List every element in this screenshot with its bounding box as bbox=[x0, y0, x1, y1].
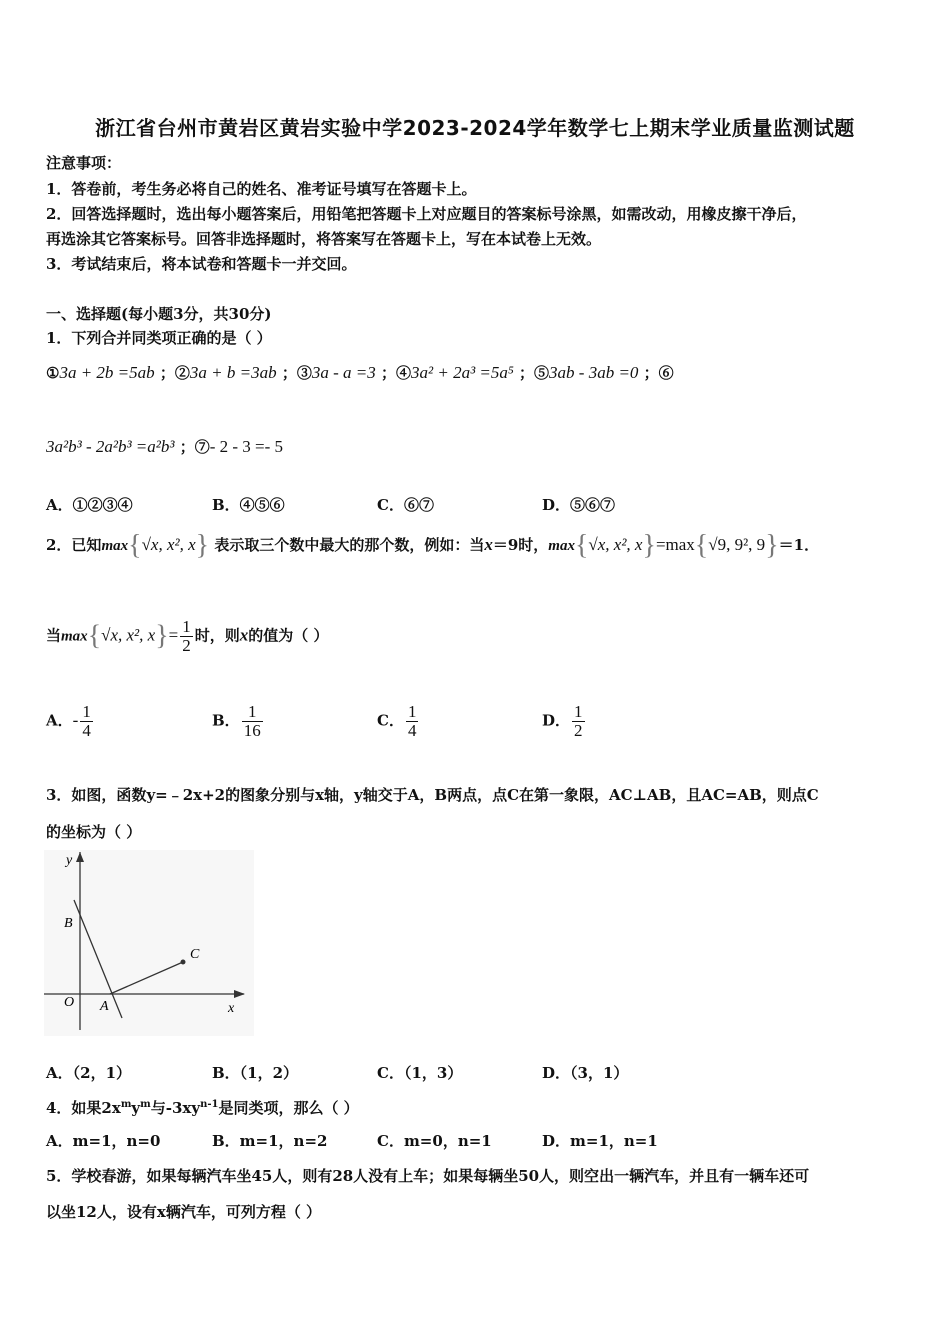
q2-option-d[interactable]: D． $\frac{1}{2}$ bbox=[542, 702, 583, 740]
point-a-label: A bbox=[100, 999, 109, 1014]
notice-item-1: 1．答卷前，考生务必将自己的姓名、准考证号填写在答题卡上。 bbox=[46, 180, 477, 198]
q2-option-c[interactable]: C． $\frac{1}{4}$ bbox=[377, 702, 417, 740]
point-b-label: B bbox=[64, 916, 73, 931]
question-2-condition: 当max{√x, x², x}= $\frac{1}{2}$ 时，则x的值为（ ） bbox=[46, 617, 329, 655]
question-1-items: ①3a + 2b =5ab ；②3a + b =3ab ；③3a - a =3 ；④3a² + 2a³ =5a⁵ ；⑤3ab - 3ab =0 ；⑥ bbox=[46, 363, 674, 382]
question-3-stem-cont: 的坐标为（ ） bbox=[46, 823, 142, 841]
q4-option-c[interactable]: C．m=0，n=1 bbox=[377, 1132, 492, 1150]
q4-option-a[interactable]: A．m=1，n=0 bbox=[46, 1132, 161, 1150]
question-4-stem: 4．如果$2x^my^m$与$-3xy^{n-1}$是同类项，那么（ ） bbox=[46, 1099, 359, 1117]
q2-option-b[interactable]: B． $\frac{1}{16}$ bbox=[212, 702, 261, 740]
question-1-items-cont: 3a²b³ - 2a²b³ =a²b³ ；⑦- 2 - 3 =- 5 bbox=[46, 437, 284, 456]
notice-heading: 注意事项： bbox=[46, 154, 122, 172]
page-title: 浙江省台州市黄岩区黄岩实验中学2023-2024学年数学七上期末学业质量监测试题 bbox=[95, 116, 855, 140]
q1-option-c[interactable]: C．⑥⑦ bbox=[377, 496, 434, 514]
q4-option-d[interactable]: D．m=1，n=1 bbox=[542, 1132, 658, 1150]
notice-item-2-cont: 再选涂其它答案标号。回答非选择题时，将答案写在答题卡上，写在本试卷上无效。 bbox=[46, 230, 602, 248]
question-2-stem: 2．已知max{√x, x², x} 表示取三个数中最大的那个数，例如：当x＝9时，max{√x, x², x}=max{√9, 9², 9}＝1． bbox=[46, 530, 820, 561]
origin-label: O bbox=[64, 995, 75, 1010]
q3-option-d[interactable]: D．（3，1） bbox=[542, 1064, 629, 1082]
q3-option-a[interactable]: A．（2，1） bbox=[46, 1064, 132, 1082]
q3-option-c[interactable]: C．（1，3） bbox=[377, 1064, 463, 1082]
q1-option-d[interactable]: D．⑤⑥⑦ bbox=[542, 496, 616, 514]
q1-option-a[interactable]: A．①②③④ bbox=[46, 496, 133, 514]
point-c-label: C bbox=[190, 947, 200, 962]
q2-option-a[interactable]: A．- $\frac{1}{4}$ bbox=[46, 702, 91, 740]
question-5-stem-cont: 以坐12人，设有x辆汽车，可列方程（ ） bbox=[46, 1203, 322, 1221]
q3-function-graph bbox=[44, 850, 254, 1036]
section-heading: 一、选择题(每小题3分，共30分) bbox=[46, 305, 272, 323]
x-axis-label: x bbox=[228, 1001, 235, 1016]
y-axis-label: y bbox=[66, 853, 73, 868]
notice-item-2: 2．回答选择题时，选出每小题答案后，用铅笔把答题卡上对应题目的答案标号涂黑，如需改动，用橡皮擦干净后， bbox=[46, 205, 807, 223]
q1-option-b[interactable]: B．④⑤⑥ bbox=[212, 496, 285, 514]
graph-background bbox=[44, 850, 254, 1036]
point-c bbox=[181, 960, 186, 965]
q3-option-b[interactable]: B．（1，2） bbox=[212, 1064, 299, 1082]
question-1-stem: 1．下列合并同类项正确的是（ ） bbox=[46, 329, 272, 347]
question-5-stem: 5．学校春游，如果每辆汽车坐45人，则有28人没有上车；如果每辆坐50人，则空出一辆汽车，并且有一辆车还可 bbox=[46, 1167, 810, 1185]
question-3-stem: 3．如图，函数y=﹣2x+2的图象分别与x轴，y轴交于A，B两点，点C在第一象限，AC⊥AB，且AC=AB，则点C bbox=[46, 786, 819, 804]
q4-option-b[interactable]: B．m=1，n=2 bbox=[212, 1132, 328, 1150]
half-fraction: $\frac{1}{2}$ bbox=[182, 617, 191, 655]
notice-item-3: 3．考试结束后，将本试卷和答题卡一并交回。 bbox=[46, 255, 357, 273]
